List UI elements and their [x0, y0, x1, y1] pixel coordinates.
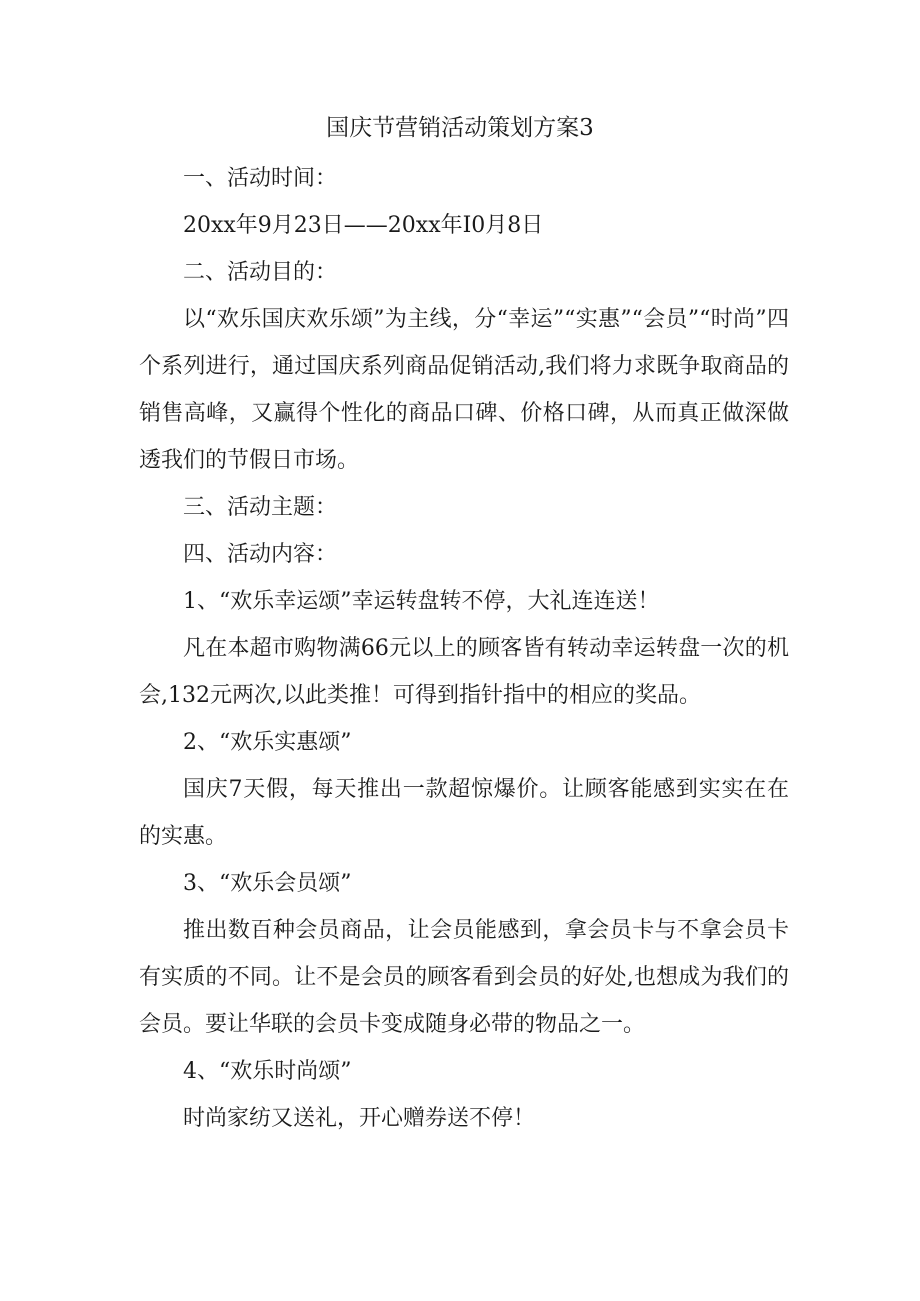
heading-activity-content: 四、活动内容： [183, 542, 338, 567]
item-4-heading: 4、“欢乐时尚颂” [183, 1059, 352, 1084]
item-4-paragraph: 时尚家纺又送礼，开心赠券送不停！ [183, 1106, 536, 1131]
heading-activity-theme: 三、活动主题： [183, 495, 338, 520]
item-3-paragraph: 推出数百种会员商品，让会员能感到，拿会员卡与不拿会员卡有实质的不同。让不是会员的顾客看到会员的好处,也想成为我们的会员。要让华联的会员卡变成随身必带的物品之一。 [139, 918, 789, 1037]
heading-activity-purpose: 二、活动目的： [183, 260, 338, 285]
item-2-paragraph: 国庆7天假，每天推出一款超惊爆价。让顾客能感到实实在在的实惠。 [139, 777, 789, 849]
item-3-heading: 3、“欢乐会员颂” [183, 871, 352, 896]
item-2-heading: 2、“欢乐实惠颂” [183, 730, 352, 755]
item-1-paragraph: 凡在本超市购物满66元以上的顾客皆有转动幸运转盘一次的机会,132元两次,以此类推！可得到指针指中的相应的奖品。 [139, 636, 789, 708]
activity-date-range: 20xx年9月23日——20xx年I0月8日 [183, 213, 544, 238]
document-body [139, 155, 789, 1142]
purpose-paragraph: 以“欢乐国庆欢乐颂”为主线，分“幸运”“实惠”“会员”“时尚”四个系列进行，通过国庆系列商品促销活动,我们将力求既争取商品的销售高峰，又赢得个性化的商品口碑、价格口碑，从而真正做深做透我们的节假日市场。 [139, 307, 789, 473]
document-title: 国庆节营销活动策划方案3 [326, 115, 594, 141]
item-1-heading: 1、“欢乐幸运颂”幸运转盘转不停，大礼连连送！ [183, 589, 660, 614]
heading-activity-time: 一、活动时间： [183, 166, 338, 191]
